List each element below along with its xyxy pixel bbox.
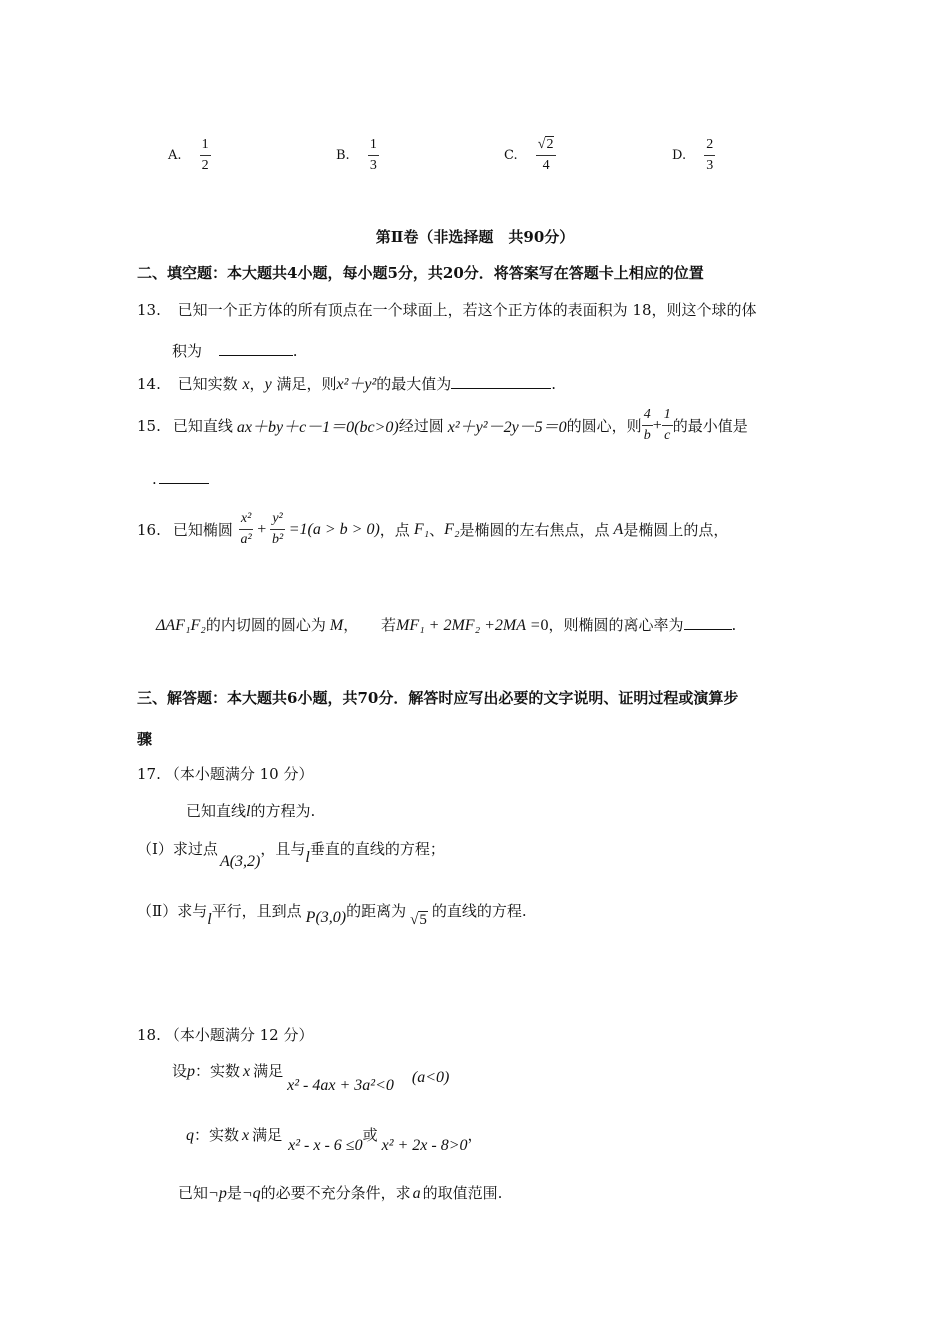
plus-sign: + xyxy=(257,520,267,538)
question-text: 是椭圆的左右焦点，点 xyxy=(459,521,610,539)
fraction-denominator: b xyxy=(643,428,651,443)
question-text: 满足 xyxy=(253,1062,284,1080)
question-text: 已知直线 xyxy=(186,802,247,820)
option-letter: B. xyxy=(336,148,350,163)
math-expression: x² + 2x - 8>0 xyxy=(381,1137,468,1154)
question-text: 已知实数 xyxy=(177,375,238,393)
option-fraction xyxy=(536,138,557,173)
math-variable: l xyxy=(207,911,212,928)
question-text: 已知椭圆 xyxy=(172,521,233,539)
question-17-part2 xyxy=(137,900,527,928)
math-expression: x²＋y² xyxy=(336,376,377,393)
math-expression: ¬p xyxy=(208,1185,227,1202)
question-text: 已知一个正方体的所有顶点在一个球面上，若这个正方体的表面积为 18，则这个球的体 xyxy=(177,301,757,319)
fraction xyxy=(270,512,284,547)
question-text: 设 xyxy=(172,1062,188,1080)
question-text: ：实数 xyxy=(194,1126,240,1144)
question-number: 13. xyxy=(137,301,161,319)
question-number: 16. xyxy=(137,520,161,539)
question-18 xyxy=(137,1024,313,1045)
math-expression: x²＋y²－2y－5＝0 xyxy=(447,419,567,436)
question-text: 若 xyxy=(380,616,396,634)
question-text: 积为 xyxy=(172,342,203,360)
math-variable: F₁ xyxy=(413,520,430,538)
solve-heading-cont: 骤 xyxy=(137,730,153,748)
question-text: 已知直线 xyxy=(172,417,233,435)
question-15-blank xyxy=(152,470,209,488)
math-condition: (a<0) xyxy=(411,1069,450,1086)
fraction-numerator xyxy=(536,138,557,156)
part-label: （Ⅱ）求与 xyxy=(137,902,208,920)
question-text: 的必要不充分条件，求 xyxy=(260,1184,411,1202)
option-c xyxy=(504,138,556,173)
fraction-denominator: 3 xyxy=(369,158,377,173)
question-17 xyxy=(137,763,313,784)
math-variable: x xyxy=(242,1127,250,1144)
question-text: 的取值范围. xyxy=(422,1184,503,1202)
question-text: ，且与 xyxy=(260,840,306,858)
option-a xyxy=(168,138,211,173)
fraction-denominator: 3 xyxy=(706,158,714,173)
question-text: 的最大值为 xyxy=(376,375,452,393)
math-variable: p xyxy=(187,1063,196,1080)
answer-blank xyxy=(159,483,209,484)
option-fraction xyxy=(704,138,715,173)
question-17-part1 xyxy=(137,838,445,870)
question-text: ，则椭圆的离心率为 xyxy=(548,616,684,634)
math-expression: ¬q xyxy=(241,1185,261,1202)
sqrt-symbol: √2 xyxy=(537,137,554,152)
fraction xyxy=(662,408,673,443)
math-expression: x² - 4ax + 3a²<0 xyxy=(287,1077,394,1094)
answer-blank xyxy=(219,355,293,356)
option-fraction xyxy=(200,138,211,173)
question-number: 17. xyxy=(137,765,161,783)
question-text: 满足，则 xyxy=(276,375,337,393)
option-d xyxy=(672,138,715,173)
question-15 xyxy=(137,408,748,443)
math-variable: x xyxy=(243,1063,251,1080)
question-17-intro xyxy=(186,800,315,821)
math-point: P(3,0) xyxy=(305,909,347,926)
question-13-line2: 积为 . xyxy=(172,342,298,360)
sqrt-radicand: 2 xyxy=(546,137,554,152)
question-text: 已知 xyxy=(178,1184,209,1202)
separator: ， xyxy=(249,375,265,393)
math-variable: x xyxy=(242,376,250,393)
part-label: （Ⅰ）求过点 xyxy=(137,840,218,858)
math-variable: F₂ xyxy=(444,520,460,538)
question-text: 的距离为 xyxy=(346,902,407,920)
math-expression: =1(a > b > 0) xyxy=(288,520,380,538)
answer-blank xyxy=(684,629,732,630)
question-text: 平行，且到点 xyxy=(211,902,302,920)
period: . xyxy=(731,616,737,634)
separator: 、 xyxy=(429,521,445,539)
fill-blank-heading: 二、填空题：本大题共4小题，每小题5分，共20分．将答案写在答题卡上相应的位置 xyxy=(137,264,704,282)
fraction-numerator: 1 xyxy=(368,138,379,156)
fraction-numerator: 1 xyxy=(200,138,211,156)
sqrt-symbol: √5 xyxy=(410,912,427,928)
question-text: 满足 xyxy=(252,1126,283,1144)
fraction xyxy=(642,408,653,443)
question-text: 的圆心，则 xyxy=(566,417,642,435)
fraction-numerator: 1 xyxy=(662,408,673,426)
separator: ， xyxy=(343,616,359,634)
math-variable: a xyxy=(412,1185,421,1202)
math-expression: MF₁ + 2MF₂ +2MA = xyxy=(396,617,541,634)
fraction-denominator: 4 xyxy=(542,158,550,173)
question-text: 的最小值是 xyxy=(672,417,748,435)
math-variable: q xyxy=(186,1127,194,1144)
fraction-denominator: a² xyxy=(240,532,252,547)
question-text: ，点 xyxy=(379,521,410,539)
question-text: 的方程为. xyxy=(250,802,316,820)
answer-blank xyxy=(451,388,551,389)
question-16-line2 xyxy=(156,614,736,635)
fraction-denominator: b² xyxy=(271,532,284,547)
question-13 xyxy=(137,299,757,320)
fraction-denominator: c xyxy=(664,428,671,443)
question-16 xyxy=(137,512,728,547)
dot: . xyxy=(152,470,157,488)
question-18-p xyxy=(172,1060,450,1094)
fraction xyxy=(239,512,253,547)
question-score: （本小题满分 12 分） xyxy=(164,1026,314,1044)
option-letter: D. xyxy=(672,148,687,163)
option-fraction xyxy=(368,138,379,173)
question-text: 的直线的方程. xyxy=(431,902,527,920)
math-value: 0 xyxy=(540,617,549,634)
question-18-conclusion xyxy=(178,1182,502,1203)
question-18-q xyxy=(186,1124,483,1154)
math-expression: ΔAF₁F₂ xyxy=(156,617,206,634)
math-variable: l xyxy=(246,803,251,820)
question-text: 是椭圆上的点， xyxy=(623,521,729,539)
math-expression: ax＋by＋c－1＝0(bc>0) xyxy=(236,419,399,436)
plus-sign: + xyxy=(652,416,662,434)
math-expression: x² - x - 6 ≤0 xyxy=(288,1137,363,1154)
math-variable: l xyxy=(305,849,310,866)
solve-heading: 三、解答题：本大题共6小题，共70分．解答时应写出必要的文字说明、证明过程或演算步 xyxy=(137,689,739,707)
math-point: A(3,2) xyxy=(219,853,261,870)
option-b xyxy=(336,138,379,173)
question-text: 经过圆 xyxy=(398,417,444,435)
question-14: 14. 已知实数 x，y 满足，则x²＋y²的最大值为 . xyxy=(137,375,557,393)
question-number: 18. xyxy=(137,1026,161,1044)
fraction-numerator: y² xyxy=(270,512,284,530)
fraction-numerator: 4 xyxy=(642,408,653,426)
math-variable: M xyxy=(329,617,344,634)
option-letter: A. xyxy=(168,148,182,163)
question-text: 是 xyxy=(226,1184,242,1202)
sqrt-radicand: 5 xyxy=(419,912,427,928)
question-number: 14. xyxy=(137,375,161,393)
separator: ， xyxy=(467,1126,483,1144)
option-letter: C. xyxy=(504,148,518,163)
question-score: （本小题满分 10 分） xyxy=(164,765,314,783)
question-text: 或 xyxy=(362,1126,378,1144)
math-variable: y xyxy=(264,376,272,393)
math-variable: A xyxy=(613,520,624,538)
fraction-numerator: x² xyxy=(239,512,253,530)
section-title: 第Ⅱ卷（非选择题 共90分） xyxy=(375,228,575,246)
fraction-numerator: 2 xyxy=(704,138,715,156)
fraction-denominator: 2 xyxy=(201,158,209,173)
question-text: 的内切圆的圆心为 xyxy=(205,616,326,634)
question-number: 15. xyxy=(137,416,161,435)
question-text: 垂直的直线的方程； xyxy=(309,840,445,858)
question-text: ：实数 xyxy=(195,1062,241,1080)
